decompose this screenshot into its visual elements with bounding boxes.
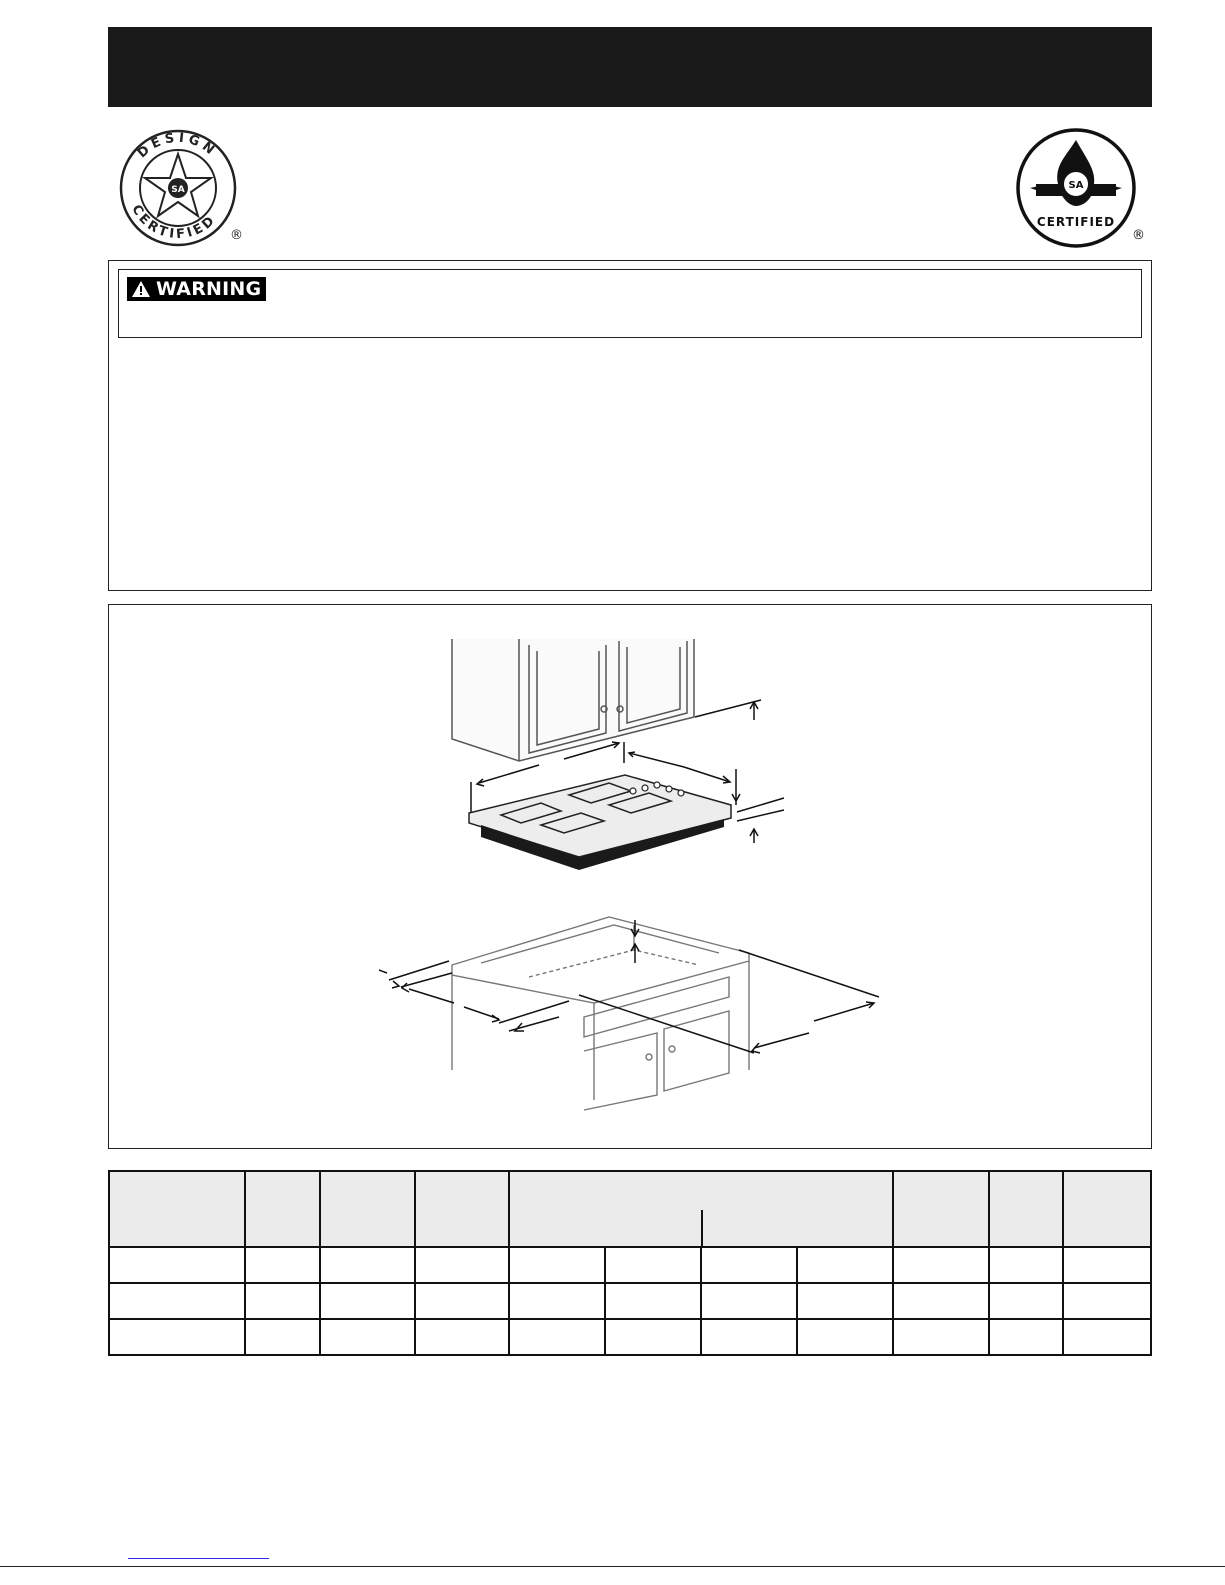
table-cell bbox=[415, 1283, 509, 1319]
gas-certified-logo bbox=[1010, 122, 1152, 250]
table-cell bbox=[797, 1247, 893, 1283]
table-cell bbox=[320, 1283, 415, 1319]
cooktop-drawing bbox=[469, 775, 731, 870]
table-cell bbox=[989, 1283, 1063, 1319]
table-cell bbox=[245, 1283, 320, 1319]
table-cell bbox=[989, 1247, 1063, 1283]
table-header-cell bbox=[893, 1171, 989, 1247]
table-cell bbox=[605, 1319, 701, 1355]
svg-text:DESIGN: DESIGN bbox=[134, 130, 220, 162]
footer-rule bbox=[0, 1566, 1225, 1567]
svg-text:CERTIFIED: CERTIFIED bbox=[1036, 215, 1116, 229]
svg-text:SA: SA bbox=[171, 185, 185, 195]
base-cabinet-drawing bbox=[452, 917, 749, 1110]
svg-text:®: ® bbox=[1132, 228, 1145, 243]
footer-link[interactable] bbox=[128, 1558, 269, 1559]
design-certified-logo bbox=[108, 122, 248, 250]
table-cell bbox=[893, 1283, 989, 1319]
table-cell bbox=[893, 1247, 989, 1283]
table-cell bbox=[1063, 1283, 1151, 1319]
svg-text:CERTIFIED: CERTIFIED bbox=[128, 202, 220, 243]
table-header-cell bbox=[109, 1171, 245, 1247]
table-cell bbox=[109, 1247, 245, 1283]
table-header-merged-cell bbox=[509, 1171, 893, 1247]
table-cell bbox=[109, 1319, 245, 1355]
table-cell bbox=[245, 1247, 320, 1283]
star-seal-icon bbox=[108, 122, 248, 250]
svg-text:SA: SA bbox=[1068, 180, 1084, 191]
flame-seal-icon bbox=[1010, 122, 1152, 250]
table-cell bbox=[1063, 1319, 1151, 1355]
table-header-row bbox=[109, 1171, 1151, 1247]
wall-cabinet-drawing bbox=[452, 639, 694, 761]
installation-diagram bbox=[109, 605, 1151, 1148]
table-cell bbox=[509, 1283, 605, 1319]
table-cell bbox=[701, 1247, 797, 1283]
table-cell bbox=[245, 1319, 320, 1355]
table-cell bbox=[797, 1319, 893, 1355]
installation-figure-panel bbox=[108, 604, 1152, 1149]
table-cell bbox=[701, 1283, 797, 1319]
table-header-cell bbox=[989, 1171, 1063, 1247]
table-cell bbox=[509, 1319, 605, 1355]
table-cell bbox=[109, 1283, 245, 1319]
table-cell bbox=[320, 1319, 415, 1355]
header-split-divider bbox=[701, 1210, 703, 1248]
header-bar bbox=[108, 27, 1152, 107]
table-row bbox=[109, 1319, 1151, 1355]
table-header-cell bbox=[245, 1171, 320, 1247]
table-cell bbox=[797, 1283, 893, 1319]
table-cell bbox=[893, 1319, 989, 1355]
table-cell bbox=[415, 1247, 509, 1283]
svg-text:®: ® bbox=[230, 228, 243, 243]
table-row bbox=[109, 1283, 1151, 1319]
table-cell bbox=[415, 1319, 509, 1355]
table-cell bbox=[701, 1319, 797, 1355]
warning-panel bbox=[108, 260, 1152, 591]
table-header-cell bbox=[320, 1171, 415, 1247]
dimension-lines-bottom bbox=[379, 920, 879, 1053]
table-row bbox=[109, 1247, 1151, 1283]
warning-box bbox=[118, 269, 1142, 338]
table-cell bbox=[320, 1247, 415, 1283]
table-cell bbox=[1063, 1247, 1151, 1283]
table-cell bbox=[509, 1247, 605, 1283]
table-cell bbox=[605, 1283, 701, 1319]
table-header-cell bbox=[1063, 1171, 1151, 1247]
warning-label: WARNING bbox=[156, 278, 262, 300]
table-header-cell bbox=[415, 1171, 509, 1247]
warning-triangle-icon bbox=[131, 280, 151, 298]
warning-badge bbox=[127, 277, 266, 301]
table-cell bbox=[605, 1247, 701, 1283]
spec-table bbox=[108, 1170, 1152, 1356]
table-cell bbox=[989, 1319, 1063, 1355]
